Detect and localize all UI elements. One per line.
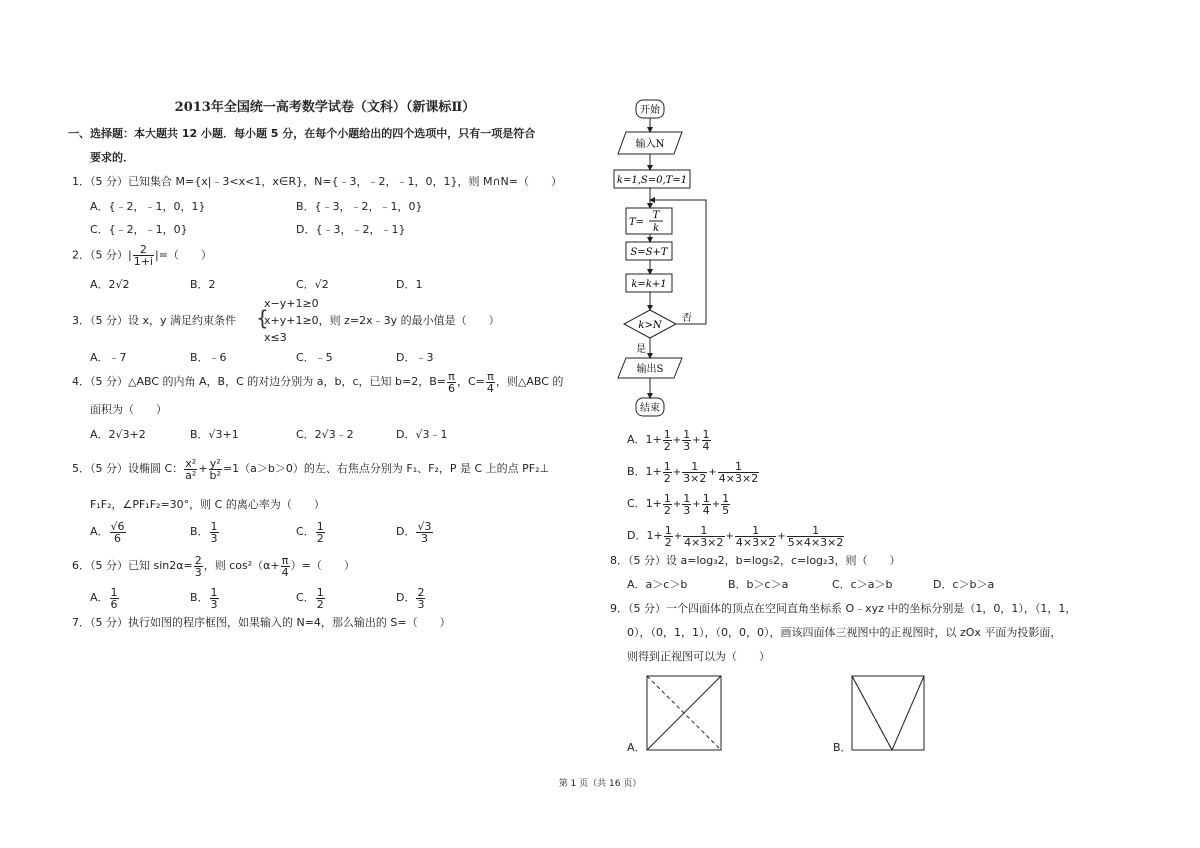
- q4-option-b: B．√3+1: [190, 428, 239, 441]
- q6-c-num: 1: [316, 585, 324, 599]
- q2-stem: 2．（5 分）| $\frac{2}{1+i}$ |=（ ）: [72, 243, 212, 268]
- q5-c-num: 1: [316, 519, 324, 533]
- q6-stem: [72, 552, 355, 580]
- q5-suffix: =1（a＞b＞0）的左、右焦点分别为 F₁、F₂，P 是 C 上的点 PF₂⊥: [222, 462, 550, 475]
- q8-option-b: B．b＞c＞a: [728, 578, 789, 591]
- q7-term-den: 3: [683, 503, 691, 517]
- q6-a-den: 6: [110, 597, 118, 611]
- q6-d-frac: [416, 587, 425, 610]
- q7-term-num: 1: [682, 461, 707, 473]
- q3-constraint-3: x≤3: [264, 331, 287, 344]
- flow-end: 结束: [640, 403, 660, 414]
- q7-option-lead: 1+: [645, 497, 662, 510]
- q2-option-d: D．1: [396, 278, 423, 291]
- q7-plus: +: [777, 531, 786, 542]
- q8-option-c: C．c＞a＞b: [832, 578, 893, 591]
- q4-f1-num: π: [448, 369, 455, 383]
- q7-term-fraction: [702, 429, 711, 452]
- q5-option-d: [396, 518, 434, 546]
- page-title: 2013年全国统一高考数学试卷（文科）（新课标Ⅱ）: [174, 100, 476, 115]
- q7-term-fraction: [787, 525, 845, 548]
- q5-frac-x: [184, 458, 197, 481]
- q7-term-num: 1: [683, 491, 691, 505]
- flow-output: 输出S: [636, 364, 664, 375]
- q8-stem: 8．（5 分）设 a=log₃2，b=log₅2，c=log₂3，则（ ）: [610, 554, 901, 567]
- q2-option-a: A．2√2: [90, 278, 130, 291]
- q6-d2: 4: [281, 565, 289, 579]
- q9-stem-3: 则得到正视图可以为（ ）: [627, 650, 770, 663]
- flow-s: S=S+T: [630, 247, 668, 258]
- q2-option-c: C．√2: [296, 278, 329, 291]
- q5-option-c: [296, 518, 326, 546]
- q7-term-fraction: [682, 493, 691, 516]
- q7-term-den: 5: [722, 503, 730, 517]
- q7-option-b: [627, 458, 760, 487]
- q5-c-frac: [316, 521, 325, 544]
- q4-option-d: D．√3﹣1: [396, 428, 448, 441]
- q7-plus: +: [672, 435, 682, 446]
- q6-mid: ，则 cos²（α+: [203, 559, 280, 572]
- q9-figure-a: [645, 674, 725, 754]
- q7-plus: +: [672, 467, 682, 478]
- q5-n1: x²: [185, 456, 197, 470]
- q5-n2: y²: [209, 456, 221, 470]
- flowchart: [600, 92, 720, 422]
- q5-a-num: √6: [110, 519, 125, 533]
- q4-f1-den: 6: [447, 381, 455, 395]
- q9-b-diag-solid: [892, 676, 924, 750]
- q3-prefix: 3．（5 分）设 x，y 满足约束条件: [72, 314, 237, 327]
- q5-d1: a²: [185, 468, 197, 482]
- q2-prefix: 2．（5 分）: [72, 248, 128, 262]
- q7-term-den: 4×3×2: [735, 535, 776, 549]
- q6-c-frac: [316, 587, 325, 610]
- q8-option-d: D．c＞b＞a: [933, 578, 995, 591]
- q7-term-den: 2: [663, 439, 671, 453]
- q7-plus: +: [673, 531, 683, 542]
- q7-term-den: 5×4×3×2: [787, 535, 844, 549]
- section-heading: 一、选择题：本大题共 12 小题．每小题 5 分，在每个小题给出的四个选项中，只有一项是符合: [68, 127, 536, 140]
- q7-term-fraction: [664, 525, 673, 548]
- q7-term-den: 2: [664, 535, 672, 549]
- q5-d-frac: [416, 521, 432, 544]
- q6-option-a: [90, 584, 120, 612]
- q5-a-den: 6: [114, 531, 122, 545]
- q8-option-a: A．a＞c＞b: [627, 578, 688, 591]
- q1-option-d: D．{﹣3，﹣2，﹣1}: [296, 223, 406, 236]
- q1-option-c: C．{﹣2，﹣1，0}: [90, 223, 188, 236]
- q7-term-fraction: [702, 493, 711, 516]
- q9-figure-b: [848, 674, 928, 754]
- q7-plus: +: [692, 499, 701, 510]
- q9-b-shape: [852, 676, 924, 750]
- q4-f2-den: 4: [486, 381, 494, 395]
- q7-term-num: 1: [735, 525, 776, 537]
- q3-option-b: B．﹣6: [190, 351, 227, 364]
- q5-c-den: 2: [316, 531, 324, 545]
- q4-stem: [72, 368, 563, 396]
- q7-term-fraction: [663, 493, 672, 516]
- q7-option-label: C．: [627, 497, 646, 510]
- q6-b-num: 1: [210, 585, 218, 599]
- q7-term-den: 4×3×2: [718, 471, 759, 485]
- page-footer: 第 1 页（共 16 页）: [558, 779, 642, 789]
- q3-option-c: C．﹣5: [296, 351, 333, 364]
- q7-option-lead: 1+: [645, 465, 662, 478]
- q7-term-num: 1: [718, 461, 759, 473]
- q5-option-a: [90, 518, 127, 546]
- q7-term-num: 1: [702, 491, 710, 505]
- q6-option-b: [190, 584, 220, 612]
- q6-option-c: [296, 584, 326, 612]
- q1-stem: 1．（5 分）已知集合 M={x|﹣3<x<1，x∈R}，N={﹣3，﹣2，﹣1，0，1}，则 M∩N=（ ）: [72, 175, 563, 188]
- q3-option-d: D．﹣3: [396, 351, 434, 364]
- q7-term-num: 1: [683, 525, 724, 537]
- q7-term-num: 1: [787, 525, 845, 537]
- q6-a-label: A．: [90, 591, 109, 604]
- q5-b-label: B．: [190, 525, 209, 538]
- q6-prefix: 6．（5 分）已知 sin2α=: [72, 559, 193, 572]
- q4-option-a: A．2√3+2: [90, 428, 146, 441]
- q6-c-label: C．: [296, 591, 315, 604]
- q6-b-frac: [210, 587, 219, 610]
- flow-t-num: T: [652, 210, 660, 221]
- q2-den: 1+i: [133, 255, 153, 268]
- q4-frac-c: [486, 371, 495, 394]
- q5-d-den: 3: [420, 531, 428, 545]
- q7-option-lead: 1+: [646, 529, 663, 542]
- flow-input: 输入N: [635, 139, 665, 150]
- q7-option-label: B．: [627, 465, 646, 478]
- q5-d-label: D．: [396, 525, 416, 538]
- q6-n2: π: [281, 553, 289, 567]
- q7-term-fraction: [721, 493, 730, 516]
- q7-term-fraction: [663, 461, 672, 484]
- q7-plus: +: [692, 435, 701, 446]
- flow-k: k=k+1: [631, 279, 667, 290]
- q2-option-b: B．2: [190, 278, 216, 291]
- q7-term-den: 2: [663, 503, 671, 517]
- q4-f2-num: π: [487, 369, 494, 383]
- q4-frac-b: [447, 371, 456, 394]
- q5-d-num: √3: [417, 519, 432, 533]
- q7-plus: +: [672, 499, 682, 510]
- q2-num: 2: [133, 244, 154, 256]
- flow-start: 开始: [640, 105, 660, 116]
- q7-term-fraction: [663, 429, 672, 452]
- q6-d-label: D．: [396, 591, 416, 604]
- q7-term-den: 3: [683, 439, 691, 453]
- q7-option-lead: 1+: [645, 433, 662, 446]
- section-heading-cont: 要求的．: [90, 151, 134, 164]
- q7-term-num: 1: [663, 459, 671, 473]
- q7-option-label: A．: [627, 433, 646, 446]
- q7-term-num: 1: [722, 491, 730, 505]
- q4-suffix: ，则△ABC 的: [495, 375, 564, 388]
- q4-mid: ，C=: [456, 375, 485, 388]
- q6-option-d: [396, 584, 426, 612]
- q6-c-den: 2: [316, 597, 324, 611]
- q7-plus: +: [725, 531, 734, 542]
- q7-plus: +: [708, 467, 717, 478]
- q7-term-num: 1: [683, 427, 691, 441]
- q7-option-c: [627, 490, 731, 519]
- q5-stem-cont: F₁F₂，∠PF₁F₂=30°，则 C 的离心率为（ ）: [90, 498, 325, 511]
- q4-stem-cont: 面积为（ ）: [90, 403, 167, 416]
- q5-a-label: A．: [90, 525, 109, 538]
- q6-n: 2: [194, 553, 202, 567]
- q5-d2: b²: [209, 468, 221, 482]
- q6-frac-2: [281, 555, 290, 578]
- q6-b-label: B．: [190, 591, 209, 604]
- q7-option-d: [627, 522, 845, 551]
- q7-stem: 7．（5 分）执行如图的程序框图，如果输入的 N=4，那么输出的 S=（ ）: [72, 616, 451, 629]
- q7-term-den: 2: [663, 471, 671, 485]
- q2-suffix: |=（ ）: [155, 248, 212, 262]
- q7-option-label: D．: [627, 529, 647, 542]
- q7-term-den: 4: [702, 503, 710, 517]
- flow-yes: 是: [636, 344, 646, 355]
- q7-term-fraction: [718, 461, 759, 484]
- q7-term-den: 4: [702, 439, 710, 453]
- q4-prefix: 4．（5 分）△ABC 的内角 A，B，C 的对边分别为 a，b，c，已知 b=2，B=: [72, 375, 446, 388]
- q5-stem: [72, 455, 549, 483]
- q2-fraction: [133, 244, 154, 267]
- q9-option-b: B．: [833, 741, 852, 754]
- flow-init: k=1,S=0,T=1: [616, 175, 688, 186]
- q5-plus: +: [198, 462, 208, 475]
- q7-term-num: 1: [702, 427, 710, 441]
- q1-option-a: A．{﹣2，﹣1，0，1}: [90, 200, 206, 213]
- q6-d-den: 3: [417, 597, 425, 611]
- flow-t-den: k: [652, 223, 660, 234]
- q7-term-den: 3×2: [683, 471, 707, 485]
- flow-cond: k>N: [638, 320, 662, 331]
- q7-term-fraction: [735, 525, 776, 548]
- q7-plus: +: [711, 499, 721, 510]
- q7-term-fraction: [683, 525, 724, 548]
- q6-d: 3: [194, 565, 202, 579]
- q7-term-num: 1: [663, 427, 671, 441]
- q5-b-frac: [210, 521, 219, 544]
- q5-option-b: [190, 518, 220, 546]
- q6-a-num: 1: [110, 585, 118, 599]
- q3-brace: {: [256, 306, 269, 330]
- q7-term-num: 1: [664, 523, 672, 537]
- q9-stem: 9．（5 分）一个四面体的顶点在空间直角坐标系 O﹣xyz 中的坐标分别是（1，0，1），（1，1，: [610, 602, 1077, 615]
- q5-b-num: 1: [210, 519, 218, 533]
- q6-a-frac: [110, 587, 119, 610]
- q6-b-den: 3: [210, 597, 218, 611]
- q7-option-a: [627, 426, 712, 455]
- q3-option-a: A．﹣7: [90, 351, 127, 364]
- flow-t-label: T=: [628, 217, 644, 228]
- q7-term-num: 1: [663, 491, 671, 505]
- q5-prefix: 5．（5 分）设椭圆 C：: [72, 462, 184, 475]
- q6-suffix: ）=（ ）: [290, 559, 355, 572]
- flow-no: 否: [682, 313, 692, 324]
- q9-option-a: A．: [627, 741, 646, 754]
- q7-term-fraction: [682, 429, 691, 452]
- q6-frac-1: [194, 555, 203, 578]
- q5-a-frac: [110, 521, 126, 544]
- q3-constraint-2: x+y+1≥0，则 z=2x﹣3y 的最小值是（ ）: [264, 314, 500, 327]
- q6-d-num: 2: [417, 585, 425, 599]
- q9-stem-2: 0），（0，1，1），（0，0，0），画该四面体三视图中的正视图时，以 zOx 平面为投影面，: [627, 626, 1062, 639]
- q5-b-den: 3: [210, 531, 218, 545]
- q5-frac-y: [209, 458, 222, 481]
- q7-term-den: 4×3×2: [684, 535, 724, 549]
- q7-term-fraction: [682, 461, 707, 484]
- q1-option-b: B．{﹣3，﹣2，﹣1，0}: [296, 200, 423, 213]
- q4-option-c: C．2√3﹣2: [296, 428, 354, 441]
- q5-c-label: C．: [296, 525, 315, 538]
- q3-constraint-1: x−y+1≥0: [264, 297, 319, 310]
